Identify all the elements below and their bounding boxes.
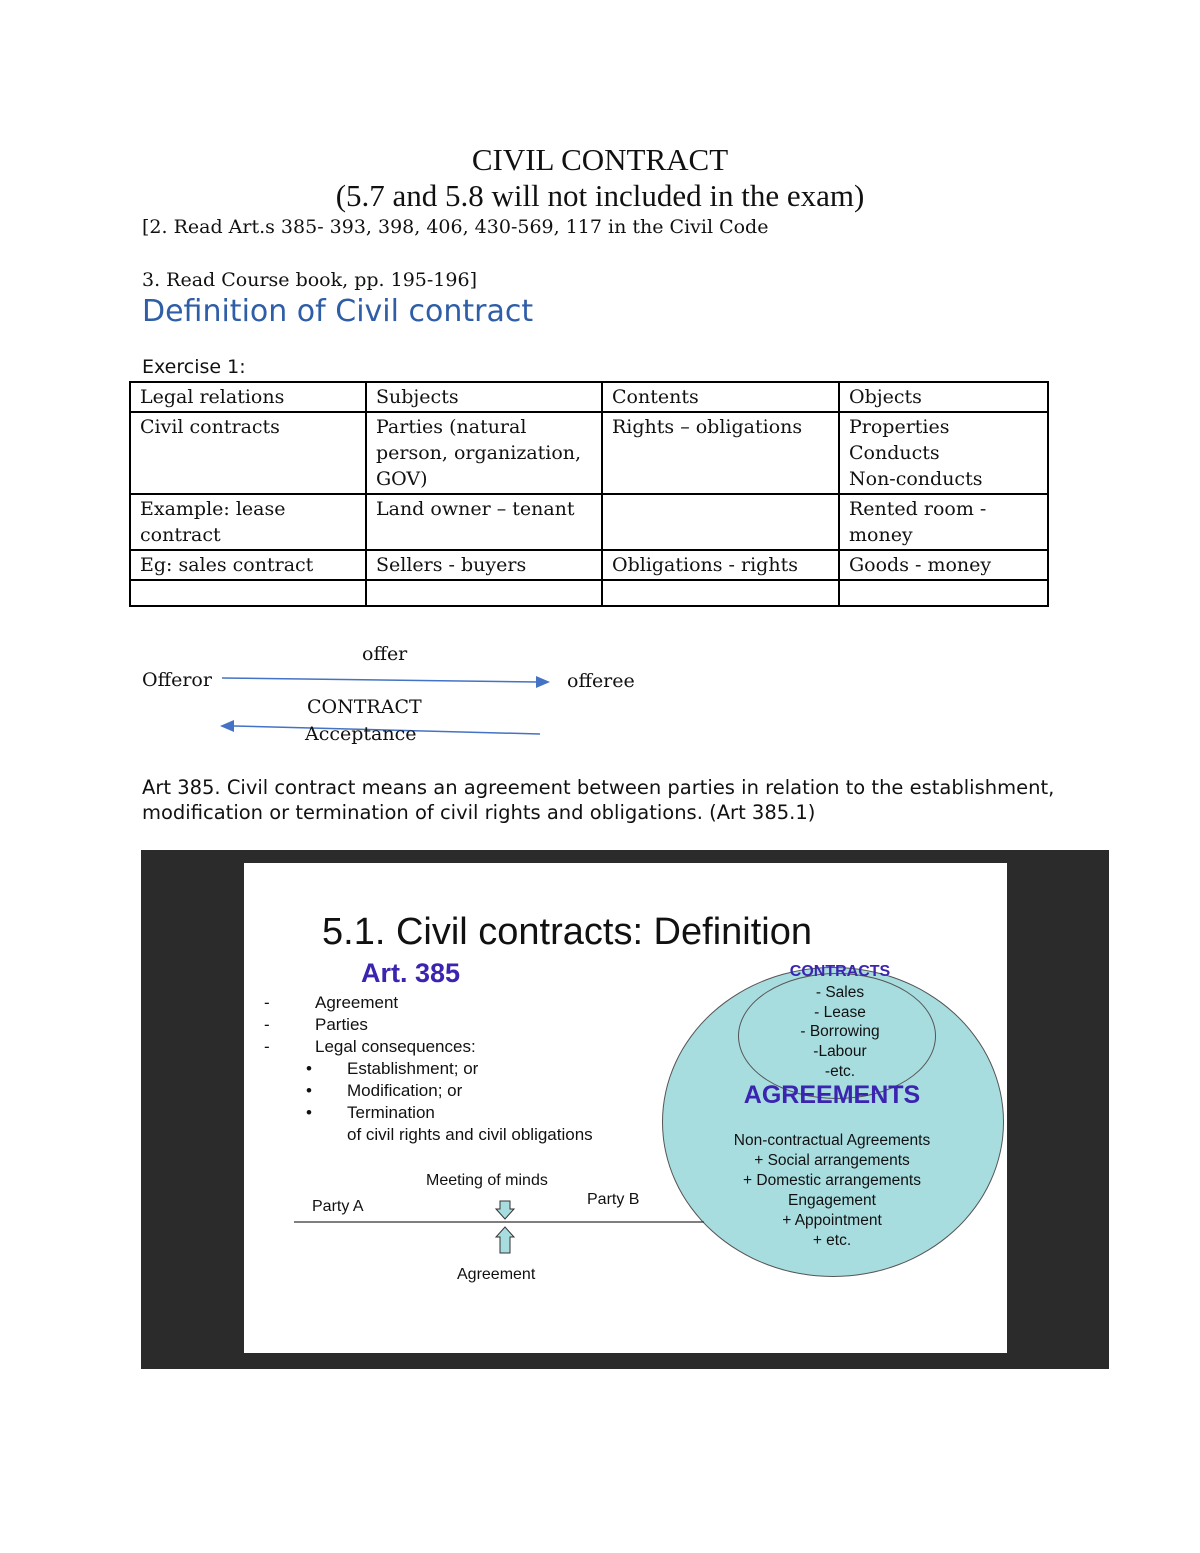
reading-instruction-2: 3. Read Course book, pp. 195-196] [142,269,477,291]
dash-item-parties: Parties [315,1015,368,1034]
table-cell [366,580,602,606]
table-cell: Rights – obligations [602,412,839,494]
table-cell [130,580,366,606]
agreement-label: Agreement [457,1266,536,1283]
table-cell: Parties (natural person, organization, GOV) [366,412,602,494]
contracts-item-etc: -etc. [824,1063,856,1080]
dash-item-agreement: Agreement [315,993,399,1012]
contracts-item-labour: -Labour [813,1043,867,1060]
down-arrow-icon [496,1201,514,1219]
table-cell [839,580,1048,606]
contract-label: CONTRACT [307,696,422,718]
up-arrow-icon [496,1227,514,1253]
offer-acceptance-diagram [130,636,690,756]
exercise-label: Exercise 1: [142,356,246,378]
table-cell: Eg: sales contract [130,550,366,580]
party-b-label: Party B [587,1191,640,1208]
slide-title: 5.1. Civil contracts: Definition [322,911,812,953]
bullet-marker: • [306,1059,312,1078]
offeree-label: offeree [567,670,635,692]
dash-marker: - [264,1015,270,1034]
table-header-cell: Objects [839,382,1048,412]
meeting-of-minds-label: Meeting of minds [426,1172,548,1189]
offer-label: offer [362,643,408,665]
noncontract-item: Non-contractual Agreements [733,1132,931,1149]
party-a-label: Party A [312,1198,364,1215]
table-cell [602,494,839,550]
contracts-heading: CONTRACTS [789,963,891,980]
dash-marker: - [264,993,270,1012]
exercise-table [129,381,1049,607]
agreements-heading: AGREEMENTS [743,1081,921,1109]
slide-image [141,850,1109,1369]
table-header-cell: Legal relations [130,382,366,412]
contracts-item-lease: - Lease [814,1004,866,1021]
bullet-item-establishment: Establishment; or [347,1059,479,1078]
bullet-marker: • [306,1081,312,1100]
table-cell: Land owner – tenant [366,494,602,550]
bullet-marker: • [306,1103,312,1122]
table-header-cell: Subjects [366,382,602,412]
table-row [130,494,1048,550]
table-cell: Civil contracts [130,412,366,494]
acceptance-label: Acceptance [305,723,417,745]
table-cell: Rented room - money [839,494,1048,550]
table-cell: Sellers - buyers [366,550,602,580]
table-row [130,412,1048,494]
noncontract-item: + etc. [812,1232,852,1249]
table-cell: Example: lease contract [130,494,366,550]
table-header-row [130,382,1048,412]
dash-item-legal-consequences: Legal consequences: [315,1037,476,1056]
table-cell: Goods - money [839,550,1048,580]
offer-arrow-head [536,676,550,688]
offer-arrow-line [222,678,538,682]
noncontract-item: + Appointment [782,1212,882,1229]
bullet-tail: of civil rights and civil obligations [347,1125,593,1144]
art-385-text: Art 385. Civil contract means an agreement between parties in relation to the establishment, modification or termination of civil rights and obligations. (Art 385.1) [142,776,1055,824]
dash-marker: - [264,1037,270,1056]
slide [244,863,1007,1353]
offeror-label: Offeror [142,669,212,691]
contracts-item-borrowing: - Borrowing [800,1023,880,1040]
contracts-item-sales: - Sales [815,984,865,1001]
bullet-item-termination: Termination [347,1103,435,1122]
table-row [130,580,1048,606]
acceptance-arrow-head [220,720,234,732]
noncontract-item: + Domestic arrangements [743,1172,921,1189]
reading-instruction-1: [2. Read Art.s 385- 393, 398, 406, 430-569, 117 in the Civil Code [142,216,769,238]
table-header-cell: Contents [602,382,839,412]
noncontract-item: + Social arrangements [754,1152,910,1169]
table-cell: Properties Conducts Non-conducts [839,412,1048,494]
doc-subtitle: (5.7 and 5.8 will not included in the exam) [335,178,865,213]
table-cell [602,580,839,606]
bullet-item-modification: Modification; or [347,1081,463,1100]
table-cell: Obligations - rights [602,550,839,580]
slide-art-label: Art. 385 [361,958,461,988]
doc-title: CIVIL CONTRACT [471,142,729,177]
section-heading: Definition of Civil contract [142,294,534,329]
table-row [130,550,1048,580]
noncontract-item: Engagement [788,1192,876,1209]
